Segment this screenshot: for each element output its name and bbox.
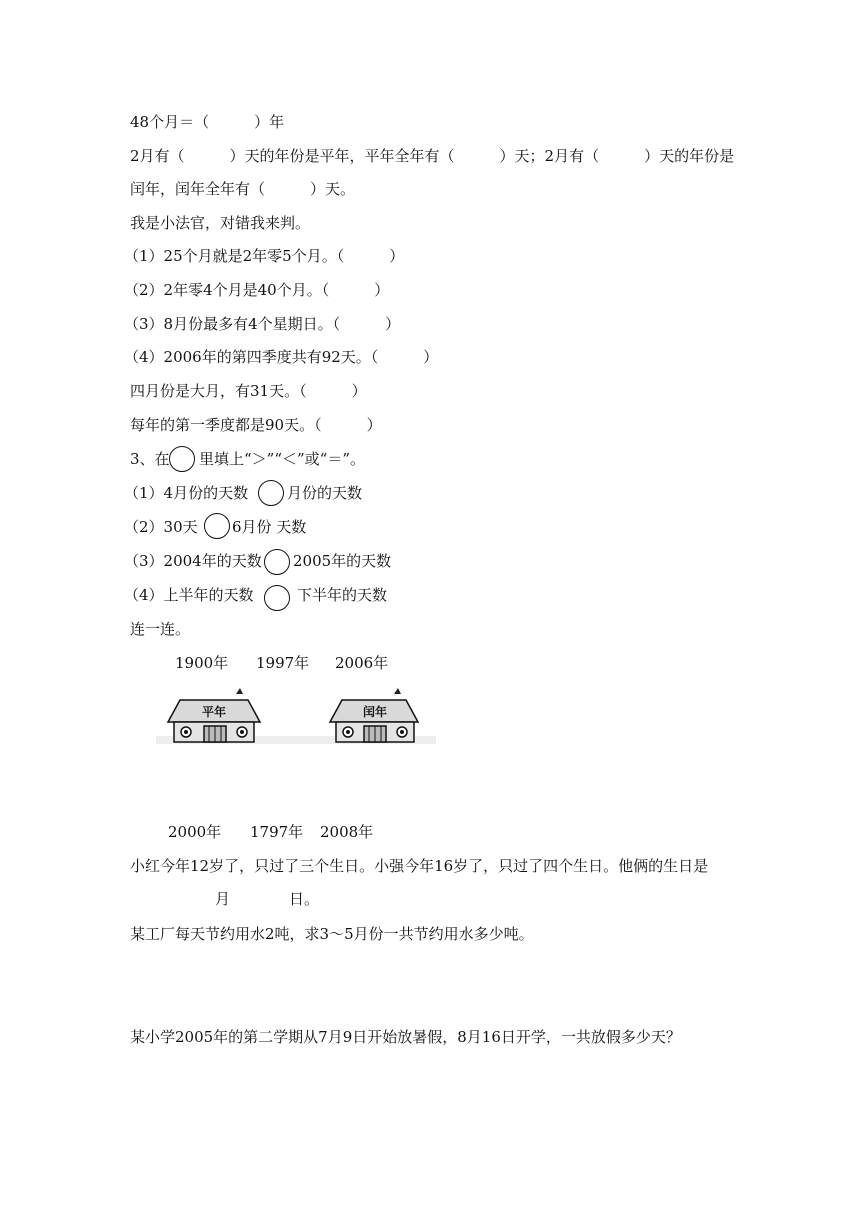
compare-item-3-left: （3）2004年的天数 — [124, 552, 262, 570]
compare-title-prefix: 3、在 — [130, 450, 170, 468]
judge-item-3: （3）8月份最多有4个星期日。（ ） — [124, 315, 401, 333]
judge-section-title: 我是小法官，对错我来判。 — [130, 214, 311, 232]
house-label-2: 闰年 — [362, 705, 388, 719]
house-label-1: 平年 — [201, 705, 227, 719]
question-water-saving: 某工厂每天节约用水2吨，求3～5月份一共节约用水多少吨。 — [130, 925, 534, 943]
year-bottom-1: 2000年 — [168, 823, 222, 841]
year-top-3: 2006年 — [335, 654, 389, 672]
judge-item-2: （2）2年零4个月是40个月。（ ） — [124, 281, 390, 299]
compare-item-1-left: （1）4月份的天数 — [124, 484, 249, 502]
question-february-days-line2: 闰年，闰年全年有（ ）天。 — [130, 180, 356, 198]
compare-circle-1[interactable] — [258, 480, 284, 506]
compare-circle-4[interactable] — [264, 585, 290, 611]
year-top-2: 1997年 — [256, 654, 310, 672]
compare-circle-2[interactable] — [204, 513, 230, 539]
house-leap-year[interactable] — [330, 688, 418, 742]
compare-item-3-right: 2005年的天数 — [293, 552, 392, 570]
year-bottom-2: 1797年 — [250, 823, 304, 841]
judge-item-6: 每年的第一季度都是90天。（ ） — [130, 416, 382, 434]
compare-item-2-left: （2）30天 — [124, 518, 198, 536]
question-february-days-line1: 2月有（ ）天的年份是平年，平年全年有（ ）天；2月有（ ）天的年份是 — [130, 147, 735, 165]
compare-item-1-right: 月份的天数 — [287, 484, 363, 502]
chimney-icon — [236, 688, 243, 694]
question-summer-vacation: 某小学2005年的第二学期从7月9日开始放暑假，8月16日开学，一共放假多少天？ — [130, 1028, 681, 1046]
house-common-year[interactable] — [168, 688, 260, 742]
compare-title-suffix: 里填上“＞”“＜”或“＝”。 — [199, 450, 366, 468]
year-top-1: 1900年 — [175, 654, 229, 672]
compare-circle-3[interactable] — [264, 549, 290, 575]
compare-circle-example — [169, 446, 195, 472]
chimney-icon — [394, 688, 401, 694]
question-birthday-month: 月 — [215, 890, 231, 908]
question-months-to-years: 48个月＝（ ）年 — [130, 113, 285, 131]
compare-item-2-right: 6月份 天数 — [232, 518, 307, 536]
houses-illustration — [150, 686, 440, 752]
question-birthday-line1: 小红今年12岁了，只过了三个生日。小强今年16岁了，只过了四个生日。他俩的生日是 — [130, 857, 709, 875]
connect-section-title: 连一连。 — [130, 620, 191, 638]
question-birthday-day: 日。 — [289, 890, 320, 908]
compare-item-4-right: 下半年的天数 — [297, 586, 388, 604]
compare-item-4-left: （4）上半年的天数 — [124, 586, 254, 604]
judge-item-1: （1）25个月就是2年零5个月。（ ） — [124, 247, 405, 265]
judge-item-5: 四月份是大月，有31天。（ ） — [130, 382, 367, 400]
judge-item-4: （4）2006年的第四季度共有92天。（ ） — [124, 348, 439, 366]
year-bottom-3: 2008年 — [320, 823, 374, 841]
